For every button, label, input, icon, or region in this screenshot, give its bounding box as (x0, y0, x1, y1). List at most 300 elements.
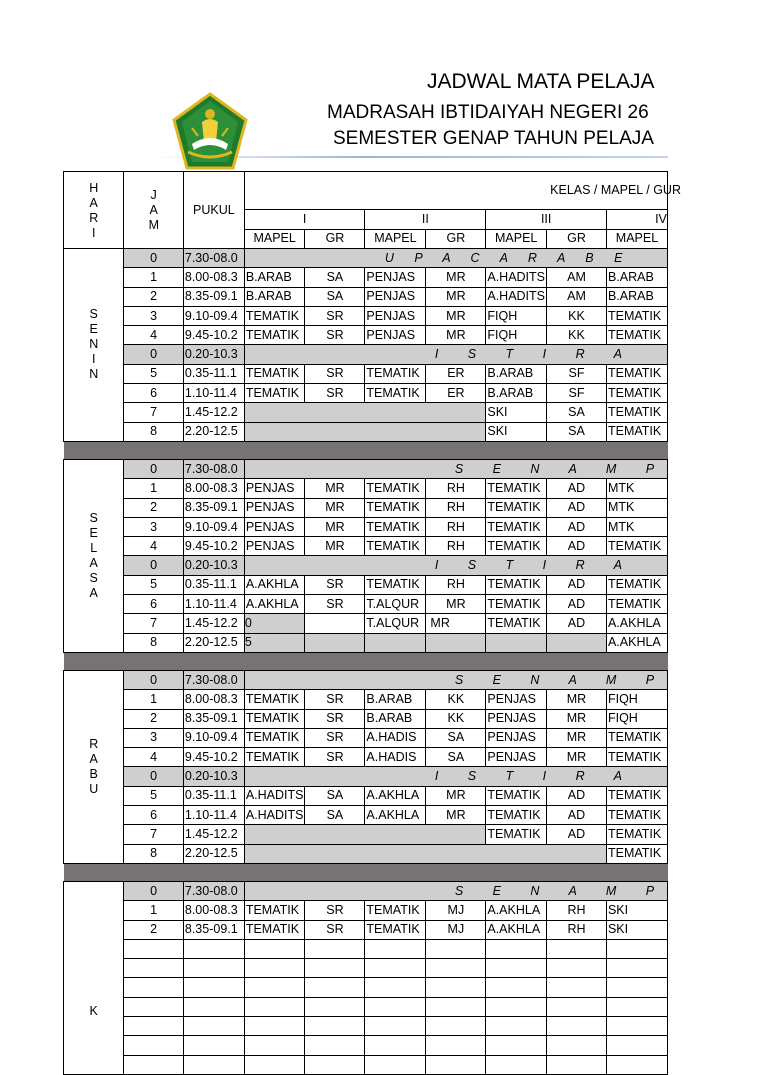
guru-cell: MR (426, 806, 486, 825)
col-jam-header (124, 172, 183, 249)
empty-slot (124, 939, 183, 958)
guru-cell: RH (426, 575, 486, 594)
mapel-cell: A.AKHLA (244, 575, 305, 594)
schedule-row (64, 1036, 668, 1055)
mapel-cell: TEMATIK (606, 728, 667, 747)
jam-cell: 1 (124, 901, 183, 920)
schedule-row (64, 384, 668, 403)
pukul-cell: 8.35-09.1 (183, 709, 244, 728)
mapel-header: MAPEL (606, 229, 667, 248)
guru-cell: MJ (426, 901, 486, 920)
guru-cell: SA (305, 786, 365, 805)
guru-cell: SR (305, 690, 365, 709)
guru-cell: KK (547, 306, 607, 325)
mapel-cell: TEMATIK (486, 595, 547, 614)
empty-slot (486, 997, 547, 1016)
guru-cell: MR (547, 690, 607, 709)
separator-bar (64, 441, 668, 459)
guru-cell (426, 633, 486, 652)
guru-cell: MR (426, 268, 486, 287)
mapel-cell: B.ARAB (244, 287, 305, 306)
mapel-cell: A.AKHLA (365, 786, 426, 805)
jam-cell: 8 (124, 844, 183, 863)
pukul-cell: 7.30-08.0 (183, 249, 244, 268)
pukul-cell: 7.30-08.0 (183, 459, 244, 478)
pukul-cell: 8.35-09.1 (183, 287, 244, 306)
mapel-cell: B.ARAB (365, 709, 426, 728)
empty-slot (547, 997, 607, 1016)
schedule-row (64, 537, 668, 556)
guru-cell: SR (305, 748, 365, 767)
mapel-cell: A.HADIS (365, 728, 426, 747)
day-name (64, 670, 124, 863)
mapel-cell (486, 633, 547, 652)
event-cell (244, 345, 667, 364)
mapel-cell: TEMATIK (365, 920, 426, 939)
mapel-cell: TEMATIK (606, 384, 667, 403)
mapel-cell: A.HADIS (365, 748, 426, 767)
empty-slot (244, 825, 486, 844)
guru-cell: RH (426, 537, 486, 556)
jam-cell: 2 (124, 498, 183, 517)
mapel-cell: TEMATIK (606, 422, 667, 441)
mapel-cell: TEMATIK (244, 748, 305, 767)
guru-cell: SR (305, 920, 365, 939)
guru-cell: RH (547, 920, 607, 939)
pukul-cell: 9.10-09.4 (183, 517, 244, 536)
empty-slot (244, 1055, 305, 1074)
jam-cell: 0 (124, 459, 183, 478)
guru-cell: SA (305, 287, 365, 306)
schedule-row (64, 287, 668, 306)
guru-cell: RH (426, 517, 486, 536)
empty-slot (606, 997, 667, 1016)
empty-slot (365, 1036, 426, 1055)
event-cell (244, 670, 667, 689)
gr-header: GR (305, 229, 365, 248)
empty-slot (365, 1016, 426, 1035)
guru-cell: AD (547, 614, 607, 633)
jam-cell: 2 (124, 920, 183, 939)
empty-slot (305, 1036, 365, 1055)
mapel-header: MAPEL (244, 229, 305, 248)
schedule-row (64, 517, 668, 536)
schedule-row (64, 767, 668, 786)
schedule-row (64, 748, 668, 767)
guru-cell: AD (547, 786, 607, 805)
guru-cell: MR (305, 479, 365, 498)
mapel-cell: PENJAS (486, 690, 547, 709)
pukul-cell: 0.35-11.1 (183, 575, 244, 594)
pukul-cell: 9.45-10.2 (183, 537, 244, 556)
mapel-cell: TEMATIK (244, 690, 305, 709)
mapel-cell: SKI (606, 901, 667, 920)
pukul-cell: 8.00-08.3 (183, 901, 244, 920)
guru-cell: RH (547, 901, 607, 920)
empty-slot (486, 1016, 547, 1035)
guru-cell: AM (547, 268, 607, 287)
empty-slot (426, 1016, 486, 1035)
mapel-cell: TEMATIK (244, 920, 305, 939)
schedule-row (64, 825, 668, 844)
empty-slot (244, 1036, 305, 1055)
day-separator (64, 863, 668, 881)
empty-slot (486, 1055, 547, 1074)
mapel-cell: T.ALQUR (365, 595, 426, 614)
col-pukul-header: PUKUL (183, 172, 244, 249)
empty-slot (547, 1016, 607, 1035)
kelas-1-header: I (244, 210, 365, 229)
mapel-cell: TEMATIK (606, 403, 667, 422)
event-label: U P A C A R A B E (384, 250, 623, 265)
empty-slot (486, 939, 547, 958)
schedule-row (64, 306, 668, 325)
schedule-row (64, 939, 668, 958)
pukul-cell: 8.00-08.3 (183, 479, 244, 498)
schedule-row (64, 920, 668, 939)
mapel-header: MAPEL (486, 229, 547, 248)
jam-cell: 1 (124, 268, 183, 287)
jam-cell: 1 (124, 690, 183, 709)
empty-slot (486, 1036, 547, 1055)
event-cell (244, 249, 667, 268)
jam-cell: 7 (124, 614, 183, 633)
pukul-cell: 7.30-08.0 (183, 881, 244, 900)
guru-cell: SA (547, 422, 607, 441)
schedule-row (64, 459, 668, 478)
guru-cell (305, 614, 365, 633)
mapel-cell: PENJAS (486, 748, 547, 767)
schedule-row (64, 633, 668, 652)
mapel-cell: TEMATIK (486, 575, 547, 594)
mapel-cell (365, 633, 426, 652)
jam-cell: 2 (124, 709, 183, 728)
pukul-cell: 9.45-10.2 (183, 326, 244, 345)
mapel-cell: B.ARAB (606, 287, 667, 306)
mapel-cell: TEMATIK (244, 709, 305, 728)
empty-slot (547, 1036, 607, 1055)
guru-cell: AD (547, 806, 607, 825)
day-name-label: S E N I N (89, 307, 99, 382)
guru-cell: MR (547, 728, 607, 747)
guru-cell: MR (547, 748, 607, 767)
mapel-cell: A.AKHLA (486, 920, 547, 939)
guru-cell: SF (547, 384, 607, 403)
mapel-cell: TEMATIK (365, 575, 426, 594)
mapel-cell: TEMATIK (486, 806, 547, 825)
guru-cell: AD (547, 537, 607, 556)
mapel-cell: TEMATIK (244, 306, 305, 325)
day-name (64, 249, 124, 442)
guru-cell: MR (426, 595, 486, 614)
empty-slot (606, 1055, 667, 1074)
schedule-row (64, 614, 668, 633)
guru-cell: SR (305, 901, 365, 920)
schedule-row (64, 728, 668, 747)
schedule-row (64, 670, 668, 689)
empty-slot (244, 844, 606, 863)
mapel-cell: TEMATIK (365, 517, 426, 536)
pukul-cell: 8.00-08.3 (183, 690, 244, 709)
col-hari-label: H A R I (89, 181, 99, 240)
guru-cell: MR (305, 537, 365, 556)
guru-cell (547, 633, 607, 652)
pukul-cell: 1.45-12.2 (183, 403, 244, 422)
empty-slot (426, 1055, 486, 1074)
day-name (64, 459, 124, 652)
mapel-cell: TEMATIK (244, 364, 305, 383)
guru-cell: SA (305, 268, 365, 287)
pukul-cell: 1.10-11.4 (183, 806, 244, 825)
empty-slot (426, 939, 486, 958)
schedule-row (64, 978, 668, 997)
empty-slot (486, 959, 547, 978)
pukul-cell: 9.10-09.4 (183, 728, 244, 747)
schedule-row (64, 881, 668, 900)
jam-cell: 8 (124, 633, 183, 652)
pukul-cell: 9.10-09.4 (183, 306, 244, 325)
empty-slot (305, 1055, 365, 1074)
empty-slot (124, 1016, 183, 1035)
empty-slot (606, 978, 667, 997)
guru-cell: MR (426, 326, 486, 345)
empty-slot (305, 978, 365, 997)
mapel-cell: TEMATIK (486, 614, 547, 633)
mapel-cell: TEMATIK (606, 306, 667, 325)
event-cell (244, 767, 667, 786)
mapel-cell: PENJAS (244, 537, 305, 556)
guru-cell: SR (305, 595, 365, 614)
kelas-4-header: IV (606, 210, 667, 229)
kelas-3-header: III (486, 210, 607, 229)
guru-cell: SR (305, 575, 365, 594)
mapel-cell: MTK (606, 498, 667, 517)
guru-cell: SA (426, 728, 486, 747)
empty-slot (305, 959, 365, 978)
schedule-row (64, 690, 668, 709)
jam-cell: 0 (124, 767, 183, 786)
pukul-cell: 1.45-12.2 (183, 614, 244, 633)
jam-cell: 4 (124, 537, 183, 556)
event-label: I S T I R A (434, 558, 622, 573)
mapel-cell: MTK (606, 479, 667, 498)
jam-cell: 6 (124, 595, 183, 614)
pukul-cell: 2.20-12.5 (183, 633, 244, 652)
pukul-cell: 2.20-12.5 (183, 844, 244, 863)
mapel-cell: TEMATIK (486, 498, 547, 517)
jam-cell: 0 (124, 881, 183, 900)
empty-slot (426, 959, 486, 978)
guru-cell: SF (547, 364, 607, 383)
mapel-cell: TEMATIK (606, 844, 667, 863)
separator-bar (64, 863, 668, 881)
mapel-cell: TEMATIK (365, 364, 426, 383)
jam-cell: 5 (124, 364, 183, 383)
pukul-cell: 1.10-11.4 (183, 595, 244, 614)
schedule-row (64, 997, 668, 1016)
empty-slot (244, 959, 305, 978)
pukul-cell: 8.35-09.1 (183, 498, 244, 517)
guru-cell: MR (305, 517, 365, 536)
jam-cell: 0 (124, 249, 183, 268)
guru-cell: SR (305, 364, 365, 383)
guru-cell: SR (305, 709, 365, 728)
mapel-cell: TEMATIK (365, 901, 426, 920)
mapel-cell: A.AKHLA (365, 806, 426, 825)
empty-slot (426, 997, 486, 1016)
day-name-label: S E L A S A (89, 510, 98, 600)
schedule-row (64, 422, 668, 441)
mapel-cell: TEMATIK (606, 825, 667, 844)
guru-cell: MR (426, 306, 486, 325)
empty-slot (124, 997, 183, 1016)
col-hari-header (64, 172, 124, 249)
event-label: S E N A M P (454, 672, 655, 687)
day-name (64, 881, 124, 1074)
empty-slot (426, 978, 486, 997)
schedule-row (64, 595, 668, 614)
schedule-row (64, 806, 668, 825)
mapel-cell: TEMATIK (244, 384, 305, 403)
mapel-cell: PENJAS (244, 498, 305, 517)
mapel-cell: TEMATIK (365, 537, 426, 556)
col-jam-label: J A M (148, 187, 160, 232)
empty-slot (124, 1055, 183, 1074)
mapel-cell: PENJAS (365, 287, 426, 306)
jam-cell: 4 (124, 326, 183, 345)
empty-slot (244, 997, 305, 1016)
mapel-cell: PENJAS (486, 728, 547, 747)
pukul-overflow: 0 (244, 615, 252, 630)
mapel-cell: TEMATIK (606, 786, 667, 805)
jam-cell: 7 (124, 825, 183, 844)
mapel-cell: B.ARAB (244, 268, 305, 287)
mapel-cell: TEMATIK (606, 326, 667, 345)
mapel-cell: TEMATIK (244, 728, 305, 747)
kelas-header-label: KELAS / MAPEL / GUR (550, 183, 681, 198)
guru-cell: AD (547, 825, 607, 844)
empty-slot (606, 1016, 667, 1035)
mapel-cell: PENJAS (365, 306, 426, 325)
empty-slot (365, 1055, 426, 1074)
empty-slot (606, 959, 667, 978)
page-title-1: JADWAL MATA PELAJA (427, 70, 655, 93)
empty-slot (305, 1016, 365, 1035)
guru-cell: AD (547, 479, 607, 498)
kelas-2-header: II (365, 210, 486, 229)
schedule-row (64, 556, 668, 575)
day-separator (64, 441, 668, 459)
guru-cell: MR (426, 614, 486, 633)
guru-cell: MR (426, 786, 486, 805)
mapel-cell: TEMATIK (365, 384, 426, 403)
empty-slot (305, 939, 365, 958)
pukul-cell: 8.35-09.1 (183, 920, 244, 939)
empty-slot (183, 978, 244, 997)
jam-cell: 3 (124, 306, 183, 325)
schedule-row (64, 786, 668, 805)
mapel-cell: TEMATIK (486, 786, 547, 805)
schedule-table (63, 171, 681, 1075)
mapel-cell: TEMATIK (486, 825, 547, 844)
mapel-cell: SKI (486, 422, 547, 441)
pukul-cell: 8.00-08.3 (183, 268, 244, 287)
jam-cell: 5 (124, 575, 183, 594)
guru-cell: SA (426, 748, 486, 767)
schedule-row (64, 364, 668, 383)
mapel-cell: TEMATIK (486, 537, 547, 556)
jam-cell: 6 (124, 806, 183, 825)
guru-cell: KK (426, 690, 486, 709)
jam-cell: 3 (124, 517, 183, 536)
mapel-cell: A.AKHLA (244, 595, 305, 614)
guru-cell: SA (547, 403, 607, 422)
mapel-cell: MTK (606, 517, 667, 536)
empty-slot (183, 1016, 244, 1035)
empty-slot (244, 403, 486, 422)
pukul-cell: 7.30-08.0 (183, 670, 244, 689)
mapel-cell: TEMATIK (244, 901, 305, 920)
schedule-row (64, 326, 668, 345)
mapel-cell: FIQH (486, 306, 547, 325)
jam-cell: 3 (124, 728, 183, 747)
event-cell (244, 556, 667, 575)
jam-cell: 5 (124, 786, 183, 805)
mapel-cell: PENJAS (365, 268, 426, 287)
gr-header: GR (547, 229, 607, 248)
mapel-cell: A.HADITS (244, 806, 305, 825)
day-name-label: K (89, 1004, 98, 1019)
guru-cell: MR (426, 287, 486, 306)
guru-cell: AD (547, 595, 607, 614)
empty-slot (547, 939, 607, 958)
mapel-cell: B.ARAB (486, 364, 547, 383)
empty-slot (244, 978, 305, 997)
mapel-cell: 5 (244, 633, 305, 652)
mapel-cell: TEMATIK (606, 537, 667, 556)
empty-slot (244, 422, 486, 441)
mapel-cell: B.ARAB (365, 690, 426, 709)
pukul-cell: 9.45-10.2 (183, 748, 244, 767)
jam-cell: 1 (124, 479, 183, 498)
mapel-cell: A.HADITS (486, 268, 547, 287)
jam-cell: 2 (124, 287, 183, 306)
mapel-cell: PENJAS (486, 709, 547, 728)
guru-cell: ER (426, 364, 486, 383)
guru-cell: KK (426, 709, 486, 728)
guru-cell: ER (426, 384, 486, 403)
mapel-cell: A.HADITS (486, 287, 547, 306)
mapel-cell: TEMATIK (486, 517, 547, 536)
mapel-cell: FIQH (606, 709, 667, 728)
empty-slot (547, 1055, 607, 1074)
event-cell (244, 881, 667, 900)
schedule-row (64, 268, 668, 287)
empty-slot (365, 997, 426, 1016)
guru-cell: MR (547, 709, 607, 728)
schedule-row (64, 575, 668, 594)
empty-slot (244, 1016, 305, 1035)
empty-slot (183, 959, 244, 978)
empty-slot (183, 939, 244, 958)
empty-slot (606, 939, 667, 958)
mapel-cell: SKI (486, 403, 547, 422)
mapel-cell: B.ARAB (606, 268, 667, 287)
schedule-row (64, 1016, 668, 1035)
mapel-cell: SKI (606, 920, 667, 939)
jam-cell: 0 (124, 345, 183, 364)
mapel-header: MAPEL (365, 229, 426, 248)
